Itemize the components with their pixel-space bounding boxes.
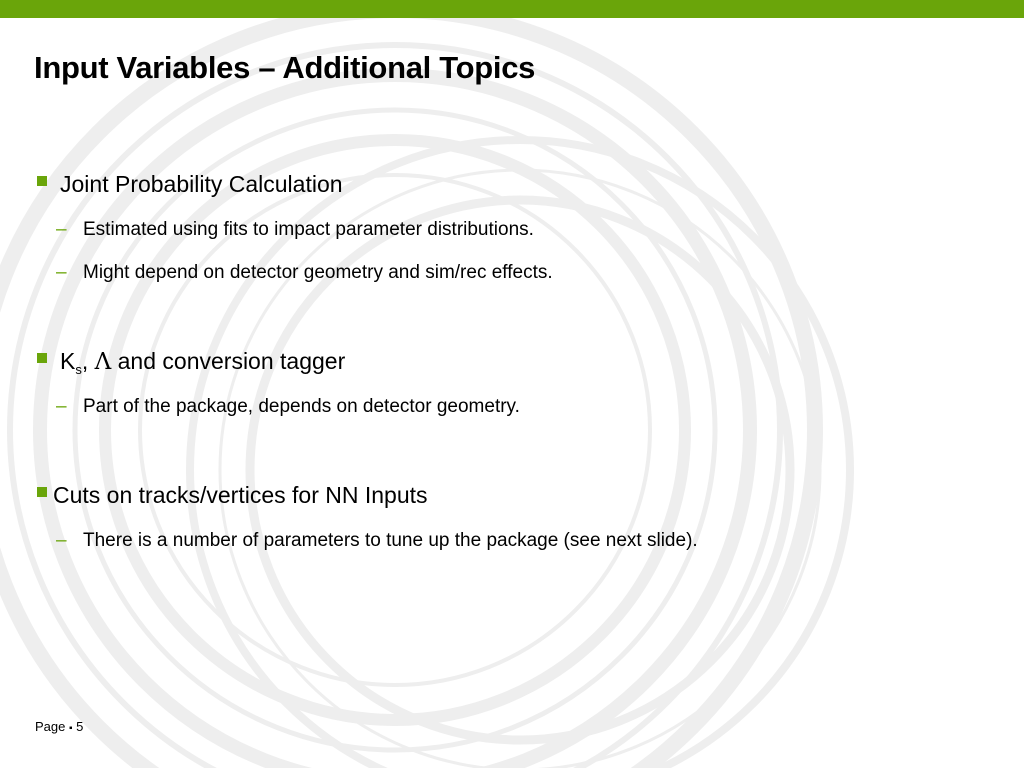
footer-separator: ▪ — [69, 723, 73, 734]
page-footer — [35, 719, 83, 734]
square-bullet-icon — [37, 487, 47, 497]
dash-bullet: – — [56, 530, 67, 551]
subitem-text: There is a number of parameters to tune up the package (see next slide). — [83, 530, 698, 551]
section-heading-joint-probability: Joint Probability Calculation — [60, 171, 343, 197]
section-heading-ks-lambda-tagger — [60, 348, 345, 377]
dash-bullet: – — [56, 219, 67, 240]
heading-comma: , — [81, 348, 95, 374]
dash-bullet: – — [56, 262, 67, 283]
page-label: Page — [35, 719, 66, 734]
kaon-subscript: s — [75, 362, 82, 377]
heading-rest: and conversion tagger — [111, 348, 346, 374]
page-number: 5 — [76, 719, 84, 734]
slide-title: Input Variables – Additional Topics — [34, 50, 536, 85]
subitem-text: Estimated using fits to impact parameter distributions. — [83, 219, 534, 240]
square-bullet-icon — [37, 353, 47, 363]
section-heading-cuts-nn-inputs: Cuts on tracks/vertices for NN Inputs — [53, 482, 428, 508]
top-accent-bar — [0, 0, 1024, 18]
subitem-text: Might depend on detector geometry and sim/rec effects. — [83, 262, 553, 283]
square-bullet-icon — [37, 176, 47, 186]
lambda-symbol: Λ — [94, 349, 112, 375]
subitem-text: Part of the package, depends on detector geometry. — [83, 396, 520, 417]
dash-bullet: – — [56, 396, 67, 417]
kaon-symbol: K — [60, 348, 76, 374]
